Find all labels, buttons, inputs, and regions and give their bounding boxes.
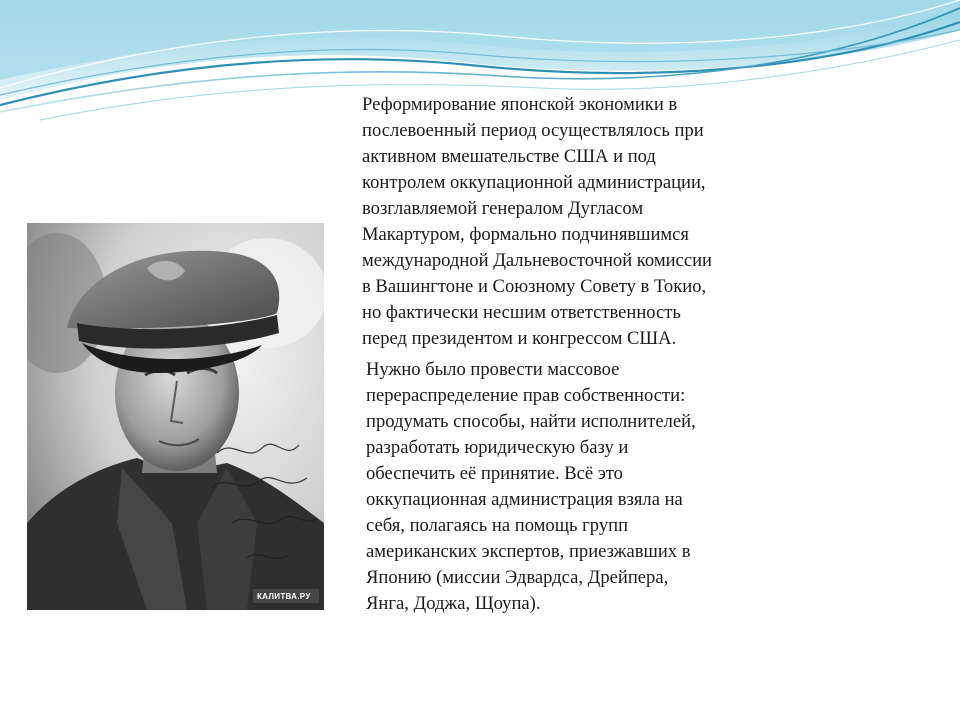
photo-watermark: КАЛИТВА.РУ — [257, 592, 311, 601]
paragraph-economy-reform: Реформирование японской экономики в послевоенный период осуществлялось при активном вмешательстве США и под контролем оккупационной администрации, возглавляемой генералом Дугласом Макартуром, формально подчинявшимся международной Дальневосточной комиссии в Вашингтоне и Союзному Совету в Токио, но фактически несшим ответственность перед президентом и конгрессом США. — [362, 94, 712, 349]
portrait-photo — [27, 223, 324, 610]
paragraph-property-redistribution: Нужно было провести массовое перераспределение прав собственности: продумать способы, найти исполнителей, разработать юридическую базу и обеспечить её принятие. Всё это оккупационная администрация взяла на себя, полагаясь на помощь групп американских экспертов, приезжавших в Японию (миссии Эдвардса, Дрейпера, Янга, Доджа, Щоупа). — [366, 359, 696, 614]
